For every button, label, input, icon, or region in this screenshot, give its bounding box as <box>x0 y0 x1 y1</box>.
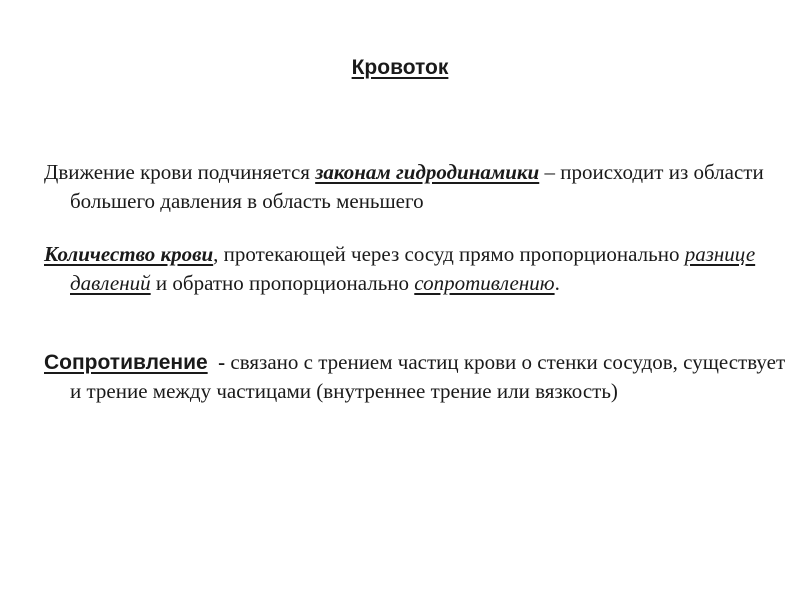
term-blood-quantity: Количество крови <box>44 242 214 266</box>
term-resistance-heading: Сопротивление <box>44 351 208 374</box>
paragraph-blood-quantity <box>44 240 790 298</box>
paragraph1-text-before: Движение крови подчиняется <box>44 160 316 184</box>
term-pressure-difference: разнице давлений <box>70 242 756 295</box>
term-hydrodynamics-laws: законам гидродинамики <box>315 160 540 184</box>
paragraph1-text-after: – происходит из области большего давления в область меньшего <box>70 160 764 213</box>
paragraph3-text: связано с трением частиц крови о стенки сосудов, существует и трение между частицами (внутреннее трение или вязкость) <box>70 350 786 403</box>
paragraph2-text-end: . <box>554 271 560 295</box>
slide-title: Кровоток <box>351 56 449 79</box>
paragraph-hydrodynamics <box>44 158 790 216</box>
paragraph3-dash: - <box>207 350 226 374</box>
paragraph2-text-middle1: , протекающей через сосуд прямо пропорционально <box>213 242 685 266</box>
paragraph-resistance <box>44 348 790 406</box>
term-resistance: сопротивлению <box>414 271 555 295</box>
paragraph2-text-middle2: и обратно пропорционально <box>150 271 415 295</box>
